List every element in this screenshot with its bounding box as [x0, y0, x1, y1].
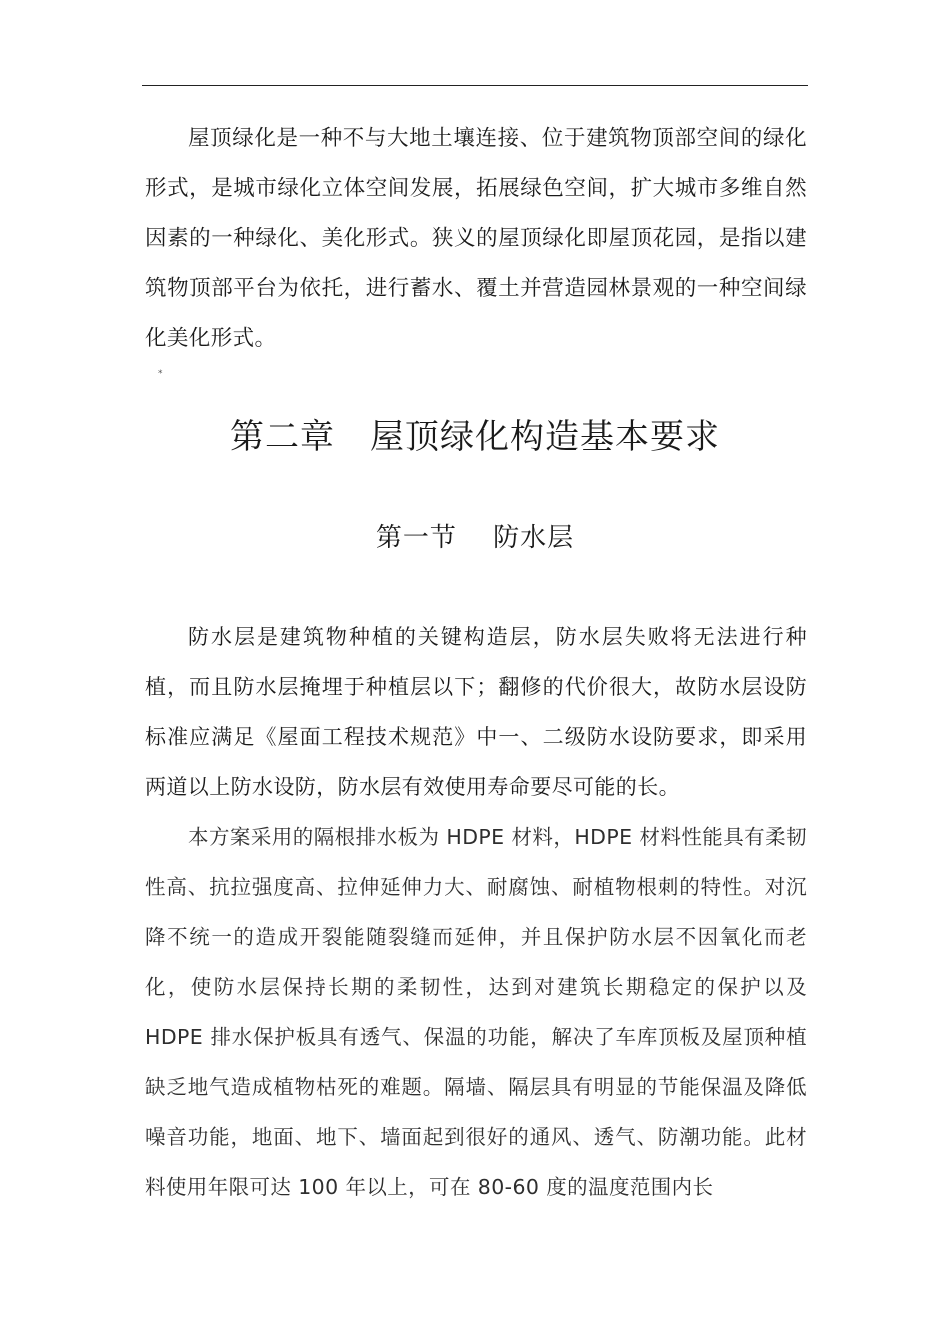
intro-section: [145, 114, 807, 364]
section-paragraph-hdpe: 本方案采用的隔根排水板为 HDPE 材料，HDPE 材料性能具有柔韧性高、抗拉强度高、拉伸延伸力大、耐腐蚀、耐植物根刺的特性。对沉降不统一的造成开裂能随裂缝而延伸，并且保护防水层不因氧化而老化，使防水层保持长期的柔韧性，达到对建筑长期稳定的保护以及 HDPE 排水保护板具有透气、保温的功能，解决了车库顶板及屋顶种植缺乏地气造成植物枯死的难题。隔墙、隔层具有明显的节能保温及降低噪音功能，地面、地下、墙面起到很好的通风、透气、防潮功能。此材料使用年限可达 100 年以上，可在 80-60 度的温度范围内长: [145, 825, 807, 1199]
intro-paragraph: 屋顶绿化是一种不与大地土壤连接、位于建筑物顶部空间的绿化形式，是城市绿化立体空间发展，拓展绿色空间，扩大城市多维自然因素的一种绿化、美化形式。狭义的屋顶绿化即屋顶花园，是指以建筑物顶部平台为依托，进行蓄水、覆土并营造园林景观的一种空间绿化美化形式。: [145, 126, 807, 351]
chapter-title: 第二章 屋顶绿化构造基本要求: [230, 417, 720, 457]
stray-mark: *: [158, 369, 163, 379]
header-rule: [142, 85, 808, 86]
section-paragraph-waterproof: 防水层是建筑物种植的关键构造层，防水层失败将无法进行种植，而且防水层掩埋于种植层以下；翻修的代价很大，故防水层设防标准应满足《屋面工程技术规范》中一、二级防水设防要求，即采用两道以上防水设防，防水层有效使用寿命要尽可能的长。: [145, 625, 807, 799]
section-body: [145, 612, 807, 1212]
section-title: 第一节 防水层: [375, 523, 575, 553]
